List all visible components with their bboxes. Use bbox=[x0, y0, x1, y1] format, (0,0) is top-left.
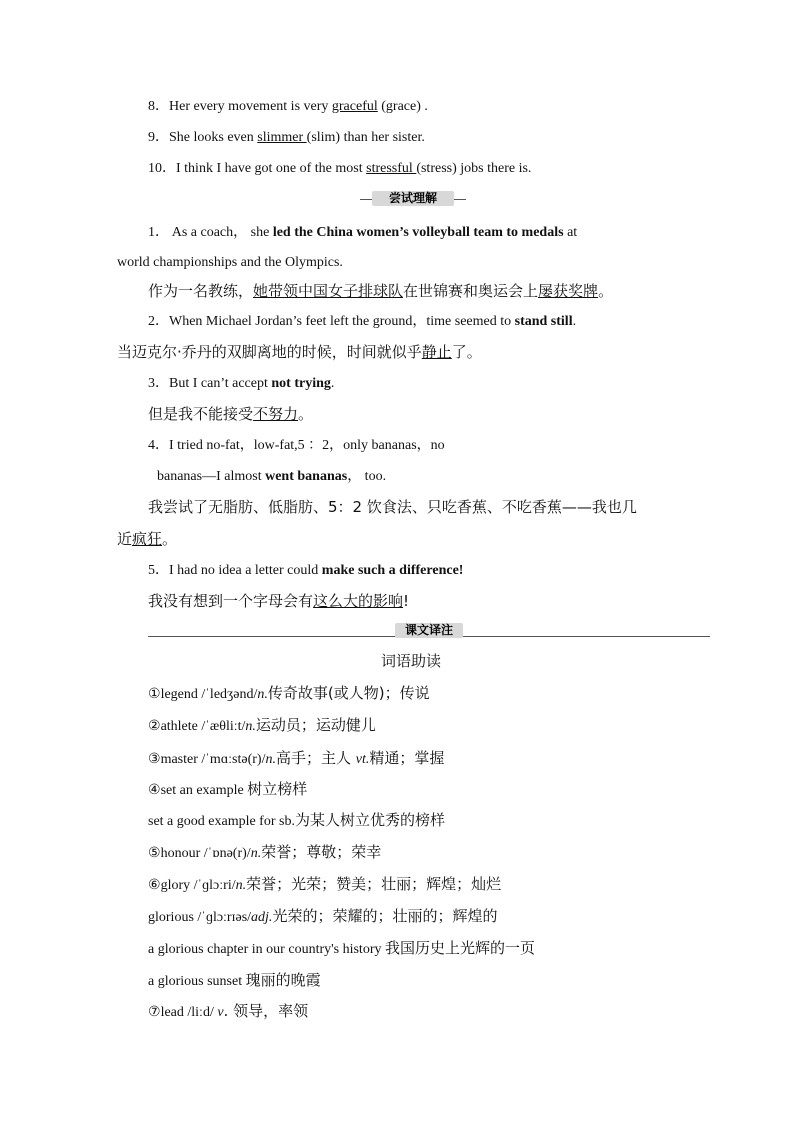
entry-definition: 传奇故事(或人物)；传说 bbox=[267, 684, 430, 702]
item-text: As a coach， she bbox=[169, 225, 273, 240]
vocab-entry-glory bbox=[148, 875, 501, 895]
entry-word: glorious /ˈɡlɔːrɪəs/ bbox=[148, 910, 252, 925]
exercise-8 bbox=[148, 98, 428, 116]
try-item-1-translation bbox=[148, 282, 613, 300]
vocab-example bbox=[148, 811, 445, 831]
entry-definition: 精通；掌握 bbox=[369, 749, 445, 767]
key-phrase: stand still bbox=[514, 314, 573, 329]
example-phrase: a glorious sunset bbox=[148, 974, 246, 989]
translation-text: 在世锦赛和奥运会上 bbox=[403, 282, 539, 300]
try-item-4 bbox=[148, 437, 445, 455]
vocab-entry-glorious bbox=[148, 907, 497, 927]
entry-word: lead /liːd/ bbox=[160, 1005, 218, 1020]
exercise-text: (stress) jobs there is. bbox=[416, 161, 532, 176]
vocab-example bbox=[148, 971, 321, 991]
translation-key: 静止 bbox=[421, 343, 452, 361]
entry-definition: 高手；主人 bbox=[275, 749, 356, 767]
try-item-1-cont: world championships and the Olympics. bbox=[117, 255, 343, 270]
item-text: ， too. bbox=[347, 469, 387, 484]
try-item-5 bbox=[148, 562, 463, 580]
item-text: . bbox=[330, 376, 335, 391]
exercise-answer: graceful bbox=[331, 99, 378, 114]
key-phrase: led the China women’s volleyball team to medals bbox=[272, 225, 564, 240]
entry-definition: 运动员；运动健儿 bbox=[255, 716, 376, 734]
entry-word: set an example bbox=[160, 783, 248, 798]
entry-word: glory /ˈɡlɔːri/ bbox=[160, 878, 236, 893]
translation-key: 她带领中国女子排球队 bbox=[253, 282, 404, 300]
entry-marker: ⑤ bbox=[148, 846, 161, 861]
item-text: at bbox=[563, 225, 578, 240]
entry-definition: 荣誉；光荣；赞美；壮丽；辉煌；灿烂 bbox=[246, 875, 502, 893]
translation-text: 。 bbox=[598, 282, 614, 300]
exercise-number: 8． bbox=[148, 99, 169, 114]
example-phrase: a glorious chapter in our country's history bbox=[148, 942, 385, 957]
key-phrase: make such a difference! bbox=[321, 563, 464, 578]
translation-key: 这么大的影响 bbox=[313, 592, 404, 610]
section-title-try: 尝试理解 bbox=[372, 191, 454, 206]
entry-pos: n. bbox=[257, 687, 268, 702]
exercise-text: She looks even bbox=[169, 130, 258, 145]
translation-text: 。 bbox=[298, 405, 314, 423]
translation-text: ! bbox=[403, 592, 410, 610]
exercise-text: (slim) than her sister. bbox=[306, 130, 425, 145]
key-phrase: went bananas bbox=[265, 469, 348, 484]
entry-marker: ⑦ bbox=[148, 1005, 161, 1020]
try-item-2 bbox=[148, 313, 576, 331]
entry-word: athlete /ˈæθliːt/ bbox=[160, 719, 246, 734]
entry-definition: 光荣的；荣耀的；壮丽的；辉煌的 bbox=[272, 907, 498, 925]
try-item-4-translation-cont bbox=[117, 530, 177, 548]
exercise-answer: stressful bbox=[366, 161, 417, 176]
vocab-entry-set-example bbox=[148, 780, 307, 800]
exercise-text: I think I have got one of the most bbox=[176, 161, 367, 176]
entry-marker: ① bbox=[148, 687, 161, 702]
entry-pos: n. bbox=[265, 752, 276, 767]
key-phrase: not trying bbox=[271, 376, 331, 391]
vocab-entry-legend bbox=[148, 684, 430, 704]
entry-pos: adj. bbox=[251, 910, 273, 925]
example-translation: 我国历史上光辉的一页 bbox=[384, 939, 535, 957]
entry-pos: n. bbox=[245, 719, 256, 734]
translation-key: 疯狂 bbox=[132, 530, 163, 548]
entry-marker: ④ bbox=[148, 783, 161, 798]
example-phrase: set a good example for sb. bbox=[148, 814, 295, 829]
entry-marker: ⑥ bbox=[148, 878, 161, 893]
exercise-number: 10． bbox=[148, 161, 176, 176]
translation-key: 不努力 bbox=[253, 405, 299, 423]
item-number: 3． bbox=[148, 376, 169, 391]
vocab-subtitle: 词语助读 bbox=[381, 652, 442, 670]
exercise-9 bbox=[148, 129, 425, 147]
entry-word: master /ˈmɑːstə(r)/ bbox=[160, 752, 266, 767]
vocab-entry-honour bbox=[148, 843, 381, 863]
item-number: 2． bbox=[148, 314, 169, 329]
entry-marker: ② bbox=[148, 719, 161, 734]
translation-text: 我没有想到一个字母会有 bbox=[148, 592, 314, 610]
entry-definition: . 领导，率领 bbox=[223, 1002, 309, 1020]
vocab-example bbox=[148, 939, 535, 959]
exercise-10 bbox=[148, 160, 531, 178]
vocab-entry-master bbox=[148, 749, 444, 769]
example-translation: 瑰丽的晚霞 bbox=[245, 971, 321, 989]
exercise-answer: slimmer bbox=[257, 130, 307, 145]
vocab-entry-athlete bbox=[148, 716, 376, 736]
item-text: But I can’t accept bbox=[169, 376, 272, 391]
translation-text: 近 bbox=[117, 530, 133, 548]
try-item-2-translation bbox=[117, 343, 482, 361]
vocab-entry-lead bbox=[148, 1002, 308, 1022]
item-text: . bbox=[572, 314, 577, 329]
entry-marker: ③ bbox=[148, 752, 161, 767]
exercise-number: 9． bbox=[148, 130, 169, 145]
item-text: bananas—I almost bbox=[157, 469, 266, 484]
try-item-5-translation bbox=[148, 592, 409, 610]
entry-pos: v bbox=[217, 1005, 224, 1020]
section-title-notes: 课文译注 bbox=[395, 623, 463, 638]
item-text: I had no idea a letter could bbox=[169, 563, 322, 578]
entry-definition: 荣誉；尊敬；荣幸 bbox=[261, 843, 382, 861]
translation-text: 当迈克尔·乔丹的双脚离地的时候，时间就似乎 bbox=[117, 343, 422, 361]
entry-pos: n. bbox=[235, 878, 247, 893]
try-item-3-translation bbox=[148, 405, 313, 423]
entry-word: honour /ˈɒnə(r)/ bbox=[160, 846, 251, 861]
translation-text: 作为一名教练， bbox=[148, 282, 254, 300]
entry-definition: 树立榜样 bbox=[247, 780, 308, 798]
entry-pos: vt. bbox=[355, 752, 370, 767]
item-text: When Michael Jordan’s feet left the ground，time seemed to bbox=[169, 314, 515, 329]
translation-text: 但是我不能接受 bbox=[148, 405, 254, 423]
item-text: I tried no-fat，low-fat,5 ：2，only bananas，no bbox=[169, 438, 445, 453]
try-item-3 bbox=[148, 375, 334, 393]
try-item-1 bbox=[148, 224, 577, 242]
try-item-4-cont bbox=[157, 468, 386, 486]
try-item-4-translation: 我尝试了无脂肪、低脂肪、5：2 饮食法、只吃香蕉、不吃香蕉——我也几 bbox=[148, 498, 637, 516]
translation-text: 了。 bbox=[451, 343, 482, 361]
item-number: 4． bbox=[148, 438, 169, 453]
exercise-text: (grace) . bbox=[377, 99, 428, 114]
example-translation: 为某人树立优秀的榜样 bbox=[294, 811, 445, 829]
entry-word: legend /ˈledʒənd/ bbox=[160, 687, 258, 702]
translation-text: 。 bbox=[162, 530, 178, 548]
translation-key: 屡获奖牌 bbox=[538, 282, 599, 300]
exercise-text: Her every movement is very bbox=[169, 99, 332, 114]
item-number: 5． bbox=[148, 563, 169, 578]
item-number: 1． bbox=[148, 225, 169, 240]
entry-pos: n. bbox=[250, 846, 262, 861]
